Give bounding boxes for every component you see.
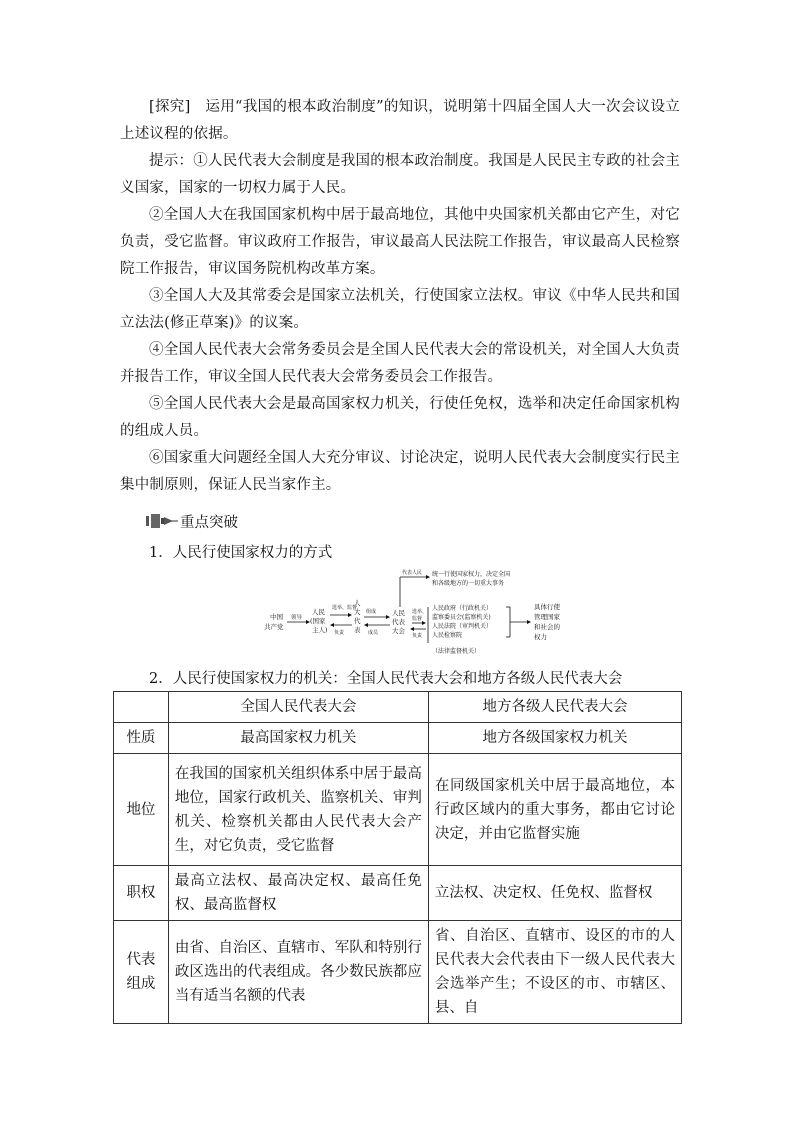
table-row bbox=[114, 754, 682, 866]
cell-powers-local: 立法权、决定权、任免权、监督权 bbox=[428, 866, 681, 921]
power-flow-diagram bbox=[262, 567, 582, 659]
table-header-row bbox=[114, 692, 682, 723]
row-head-composition: 代表组成 bbox=[114, 921, 169, 1024]
diagram-accountable-label: 负责 bbox=[334, 630, 345, 636]
explore-paragraph bbox=[120, 94, 680, 148]
diagram-right-text-3: 和社会的 bbox=[534, 623, 560, 631]
hint-paragraph-2: ②全国人大在我国国家机构中居于最高地位，其他中央国家机关都由它产生，对它负责，受它监督。审议政府工作报告，审议最高人民法院工作报告，审议最高人民检察院工作报告，审议国务院机构改革方案。 bbox=[120, 207, 680, 277]
row-head-powers: 职权 bbox=[114, 866, 169, 921]
diagram-right-text-2: 管理国家 bbox=[534, 613, 560, 621]
diagram-people-3: 主人) bbox=[312, 626, 328, 634]
diagram-organ-4: 人民检察院 bbox=[432, 632, 463, 639]
diagram-people-1: 人民 bbox=[312, 608, 325, 616]
diagram-organs-note: （法律监督机关） bbox=[432, 648, 481, 655]
hint-paragraph-4: ④全国人民代表大会常务委员会是全国人民代表大会的常设机关，对全国人大负责并报告工作，审议全国人民代表大会常务委员会工作报告。 bbox=[120, 342, 680, 385]
explore-label: [探究] bbox=[149, 99, 191, 115]
diagram-organ-2: 监察委员会(监察机关) bbox=[432, 614, 491, 621]
diagram-elect-label: 选举、监督 bbox=[332, 605, 358, 611]
table-header-local: 地方各级人民代表大会 bbox=[428, 692, 681, 723]
cell-nature-local: 地方各级国家权力机关 bbox=[428, 723, 681, 754]
table-row bbox=[114, 866, 682, 921]
hint-paragraph-3: ③全国人大及其常委会是国家立法机关，行使国家立法权。审议《中华人民共和国立法法(修正草案)》的议案。 bbox=[120, 288, 680, 331]
pen-nib-icon bbox=[146, 512, 178, 530]
diagram-represent-label: 代表人民 bbox=[402, 570, 423, 576]
diagram-top-text-2: 和各级地方的一切重大事务 bbox=[432, 580, 505, 587]
section-title: 重点突破 bbox=[180, 514, 238, 531]
cell-nature-national: 最高国家权力机关 bbox=[168, 723, 428, 754]
diagram-deputies-2: 大 bbox=[354, 608, 361, 616]
diagram-deputies-1: 人 bbox=[354, 599, 361, 607]
hint-paragraph-1: 提示：①人民代表大会制度是我国的根本政治制度。我国是人民民主专政的社会主义国家，国家的一切权力属于人民。 bbox=[120, 153, 680, 196]
diagram-elect2-1: 选举、 bbox=[412, 609, 428, 615]
diagram-right-text-1: 具体行使 bbox=[534, 603, 560, 611]
point-1-title: 1．人民行使国家权力的方式 bbox=[149, 545, 333, 561]
cell-status-national: 在我国的国家机关组织体系中居于最高地位，国家行政机关、监察机关、审判机关、检察机关都由人民代表大会产生，对它负责，受它监督 bbox=[168, 754, 428, 866]
comparison-table bbox=[113, 691, 682, 1024]
table-row bbox=[114, 921, 682, 1024]
diagram-party-1: 中国 bbox=[270, 613, 283, 621]
row-head-status: 地位 bbox=[114, 754, 169, 866]
diagram-congress-2: 代表 bbox=[392, 618, 405, 626]
cell-status-local: 在同级国家机关中居于最高地位，本行政区域内的重大事务，都由它讨论决定，并由它监督实施 bbox=[428, 754, 681, 866]
explore-text: 运用“我国的根本政治制度”的知识，说明第十四届全国人大一次会议设立上述议程的依据。 bbox=[120, 99, 680, 142]
table-corner-cell bbox=[114, 692, 169, 723]
diagram-deputies-3: 代 bbox=[354, 617, 361, 625]
diagram-deputies-4: 表 bbox=[354, 626, 361, 634]
diagram-compose-label: 组成 bbox=[366, 609, 377, 615]
section-heading bbox=[146, 510, 238, 532]
point-2-title: 2．人民行使国家权力的机关：全国人民代表大会和地方各级人民代表大会 bbox=[149, 671, 623, 687]
diagram-organ-3: 人民法院（审判机关） bbox=[432, 623, 493, 630]
diagram-organ-1: 人民政府（行政机关） bbox=[432, 605, 493, 612]
diagram-right-text-4: 权力 bbox=[534, 633, 547, 641]
diagram-become-label: 成员 bbox=[368, 630, 379, 636]
table-header-national: 全国人民代表大会 bbox=[168, 692, 428, 723]
diagram-party-2: 共产党 bbox=[264, 623, 284, 631]
diagram-people-2: (国家 bbox=[310, 617, 326, 625]
diagram-congress-1: 人民 bbox=[392, 609, 405, 617]
hint-paragraph-5: ⑤全国人民代表大会是最高国家权力机关，行使任免权，选举和决定任命国家机构的组成人员。 bbox=[120, 396, 680, 439]
table-row bbox=[114, 723, 682, 754]
cell-composition-local: 省、自治区、直辖市、设区的市的人民代表大会代表由下一级人民代表大会选举产生；不设区的市、市辖区、县、自 bbox=[428, 921, 681, 1024]
row-head-nature: 性质 bbox=[114, 723, 169, 754]
hint-paragraph-6: ⑥国家重大问题经全国人大充分审议、讨论决定，说明人民代表大会制度实行民主集中制原则，保证人民当家作主。 bbox=[120, 450, 680, 493]
diagram-lead-label: 领导 bbox=[291, 615, 303, 621]
cell-powers-national: 最高立法权、最高决定权、最高任免权、最高监督权 bbox=[168, 866, 428, 921]
diagram-accountable2-label: 负责 bbox=[412, 633, 423, 639]
cell-composition-national: 由省、自治区、直辖市、军队和特别行政区选出的代表组成。各少数民族都应当有适当名额的代表 bbox=[168, 921, 428, 1024]
diagram-elect2-2: 监督 bbox=[412, 616, 423, 622]
diagram-top-text-1: 统一行使国家权力，决定全国 bbox=[432, 571, 511, 578]
diagram-congress-3: 大会 bbox=[392, 627, 405, 635]
